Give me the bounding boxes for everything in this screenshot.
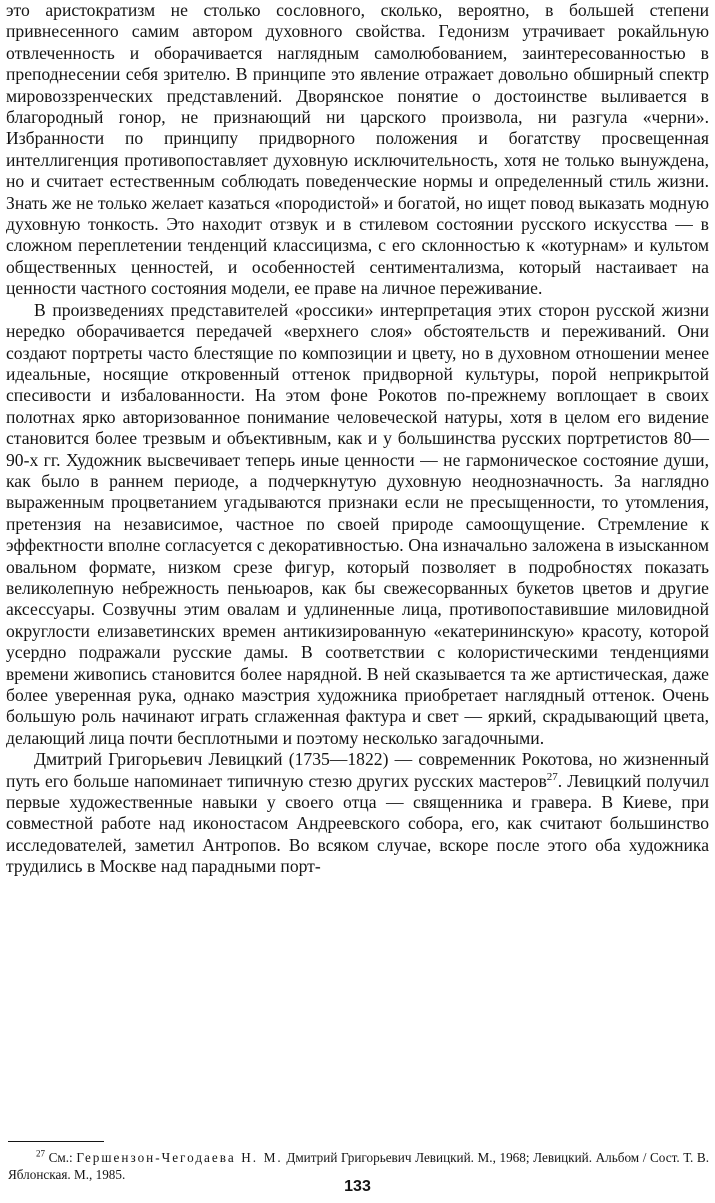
paragraph-3-text-start: Дмитрий Григорьевич Левицкий (1735—1822) — современник Рокотова, но жизненный путь его больше напоминает типичную стезю других русских мастеров xyxy=(6,749,709,791)
footnote-reference[interactable]: 27 xyxy=(546,770,558,783)
footnote-prefix: См.: xyxy=(48,1150,77,1165)
paragraph-2: В произведениях представителей «россики» интерпретация этих сторон русской жизни нередко оборачивается передачей «верхнего слоя» обстоятельств и переживаний. Они создают портреты часто блестящие по композиции и цвету, но в духовном отношении менее идеальные, носящие откровенный оттенок придворной культуры, порой неприкрытой спесивости и избалованности. На этом фоне Рокотов по-прежнему воплощает в своих полотнах ярко авторизованное понимание человеческой натуры, хотя в целом его видение становится более трезвым и объективным, как и у большинства русских портретистов 80—90-х гг. Художник высвечивает теперь иные ценности — не гармоническое состояние души, как было в раннем периоде, а подчеркнутую духовную неоднозначность. За наглядно выраженным процветанием угадываются признаки если не пресыщенности, то утомления, претензия на независимое, частное по своей природе самоощущение. Стремление к эффектности вполне согласуется с декоративностью. Она изначально заложена в изысканном овальном формате, низком срезе фигур, который позволяет в подробностях показать великолепную небрежность пеньюаров, как бы свежесорванных букетов цветов и другие аксессуары. Созвучны этим овалам и удлиненные лица, противопоставившие миловидной округлости елизаветинских времен антикизированную «екатерининскую» красоту, которой усердно подражали русские дамы. В соответствии с колористическими тенденциями времени живопись становится более нарядной. В ней сказывается та же артистическая, даже более уверенная рука, однако маэстрия художника приобретает наглядный оттенок. Очень большую роль начинают играть сглаженная фактура и свет — яркий, скрадывающий цвета, делающий лица почти бесплотными и поэтому несколько загадочными. xyxy=(6,299,709,748)
footnote-text: Дмитрий Григорьевич Левицкий. М., 1968; Левицкий. Альбом / Сост. Т. В. Яблонская. М., 1985. xyxy=(8,1150,709,1182)
footnote-number: 27 xyxy=(36,1148,45,1159)
paragraph-3 xyxy=(6,749,709,877)
paragraph-1: это аристократизм не столько сословного, сколько, вероятно, в большей степени привнесенного самим автором духовного свойства. Гедонизм утрачивает рокайльную отвлеченность и оборачивается наглядным самолюбованием, заинтересованностью в преподнесении себя зрителю. В принципе это явление отражает довольно обширный спектр мировоззренческих представлений. Дворянское понятие о достоинстве выливается в благородный гонор, не признающий ни царского произвола, ни разгула «черни». Избранности по принципу придворного положения и богатству просвещенная интеллигенция противопоставляет духовную исключительность, хотя не только вынуждена, но и считает естественным соблюдать поведенческие нормы и определенный стиль жизни. Знать же не только желает казаться «породистой» и богатой, но ищет повод выказать модную духовную тонкость. Это находит отзвук и в стилевом состоянии русского искусства — в сложном переплетении тенденций классицизма, с его склонностью к «котурнам» и культом общественных ценностей, и особенностей сентиментализма, который настаивает на ценности частного состояния модели, ее праве на личное переживание. xyxy=(6,0,709,299)
footnote-divider xyxy=(8,1141,104,1142)
footnote-author: Гершензон-Чегодаева Н. М. xyxy=(76,1150,283,1165)
main-text xyxy=(6,0,709,878)
page-number: 133 xyxy=(344,1178,371,1195)
paragraph-3-text-end: . Левицкий получил первые художественные навыки у своего отца — священника и гравера. В Киеве, при совместной работе над иконостасом Андреевского собора, его, как считают большинство исследователей, заметил Антропов. Во всяком случае, вскоре после этого оба художника трудились в Москве над парадными порт- xyxy=(6,770,709,877)
